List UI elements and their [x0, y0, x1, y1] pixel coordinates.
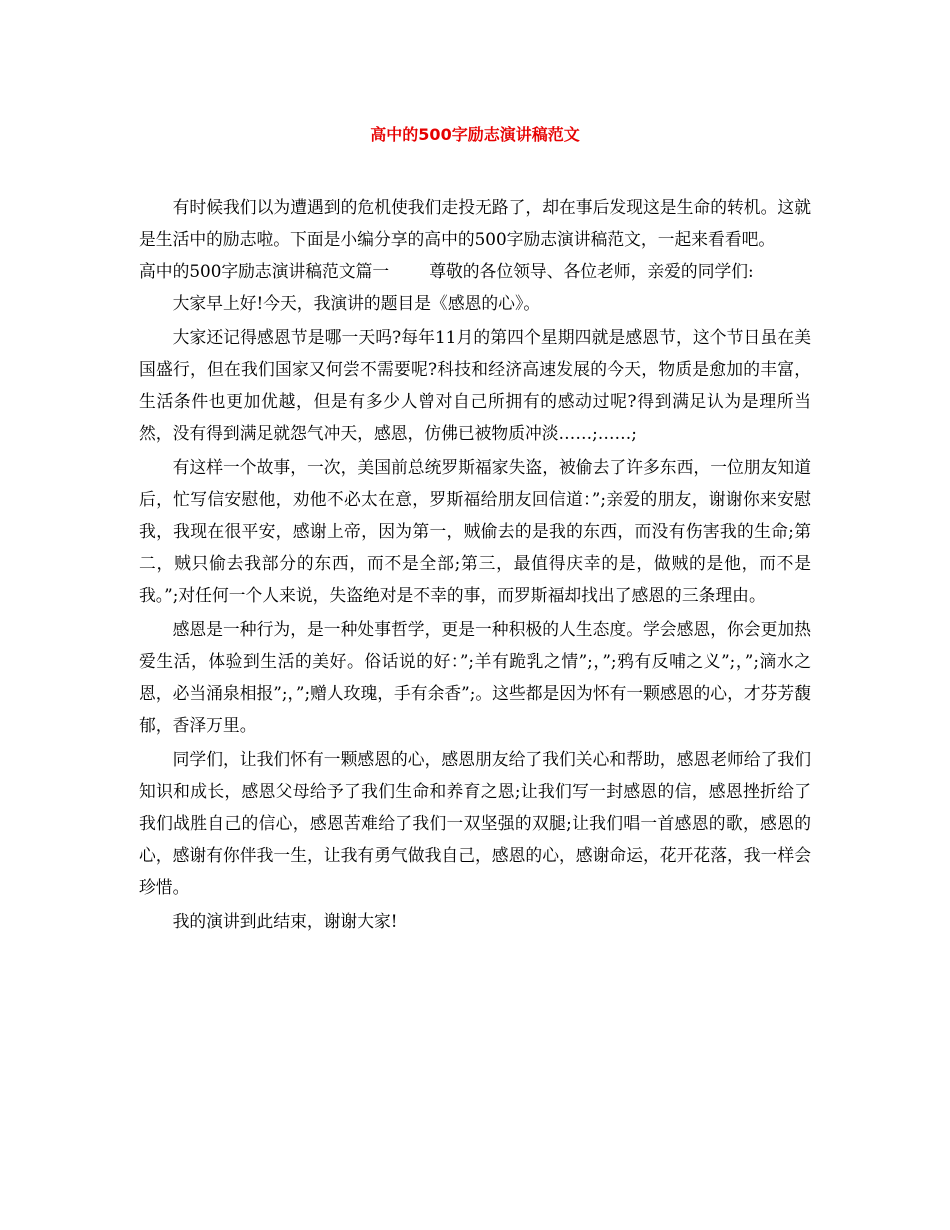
body-paragraph-thanksgiving: 大家还记得感恩节是哪一天吗?每年11月的第四个星期四就是感恩节，这个节日虽在美国盛行，但在我们国家又何尝不需要呢?科技和经济高速发展的今天，物质是愈加的丰富，生活条件也更加优越，但是有多少人曾对自己所拥有的感动过呢?得到满足认为是理所当然，没有得到满足就怨气冲天，感恩，仿佛已被物质冲淡……;……;: [139, 327, 811, 443]
body-paragraph-gratitude: 感恩是一种行为，是一种处事哲学，更是一种积极的人生态度。学会感恩，你会更加热爱生活，体验到生活的美好。俗话说的好：”;羊有跪乳之情”;，”;鸦有反哺之义”;，”;滴水之恩，必当涌泉相报”;，”;赠人玫瑰，手有余香”;。这些都是因为怀有一颗感恩的心，才芬芳馥郁，香泽万里。: [139, 619, 811, 735]
body-paragraph-roosevelt: 有这样一个故事，一次，美国前总统罗斯福家失盗，被偷去了许多东西，一位朋友知道后，忙写信安慰他，劝他不必太在意，罗斯福给朋友回信道：”;亲爱的朋友，谢谢你来安慰我，我现在很平安，感谢上帝，因为第一，贼偷去的是我的东西，而没有伤害我的生命;第二，贼只偷去我部分的东西，而不是全部;第三，最值得庆幸的是，做贼的是他，而不是我。”;对任何一个人来说，失盗绝对是不幸的事，而罗斯福却找出了感恩的三条理由。: [139, 457, 811, 605]
body-paragraph-greeting: 大家早上好!今天，我演讲的题目是《感恩的心》。: [172, 293, 541, 313]
salutation: 尊敬的各位领导、各位老师，亲爱的同学们:: [429, 261, 754, 281]
section-heading: 高中的500字励志演讲稿范文篇一: [139, 261, 390, 281]
intro-paragraph: 有时候我们以为遭遇到的危机使我们走投无路了，却在事后发现这是生命的转机。这就是生活中的励志啦。下面是小编分享的高中的500字励志演讲稿范文，一起来看看吧。: [139, 197, 811, 249]
body-paragraph-closing: 我的演讲到此结束，谢谢大家!: [172, 911, 398, 931]
section-heading-line: [139, 255, 811, 287]
body-paragraph-call-to-action: 同学们，让我们怀有一颗感恩的心，感恩朋友给了我们关心和帮助，感恩老师给了我们知识和成长，感恩父母给予了我们生命和养育之恩;让我们写一封感恩的信，感恩挫折给了我们战胜自己的信心，感恩苦难给了我们一双坚强的双腿;让我们唱一首感恩的歌，感恩的心，感谢有你伴我一生，让我有勇气做我自己，感恩的心，感谢命运，花开花落，我一样会珍惜。: [139, 749, 811, 897]
document-title: 高中的500字励志演讲稿范文: [370, 125, 580, 144]
document-body: [139, 191, 811, 937]
